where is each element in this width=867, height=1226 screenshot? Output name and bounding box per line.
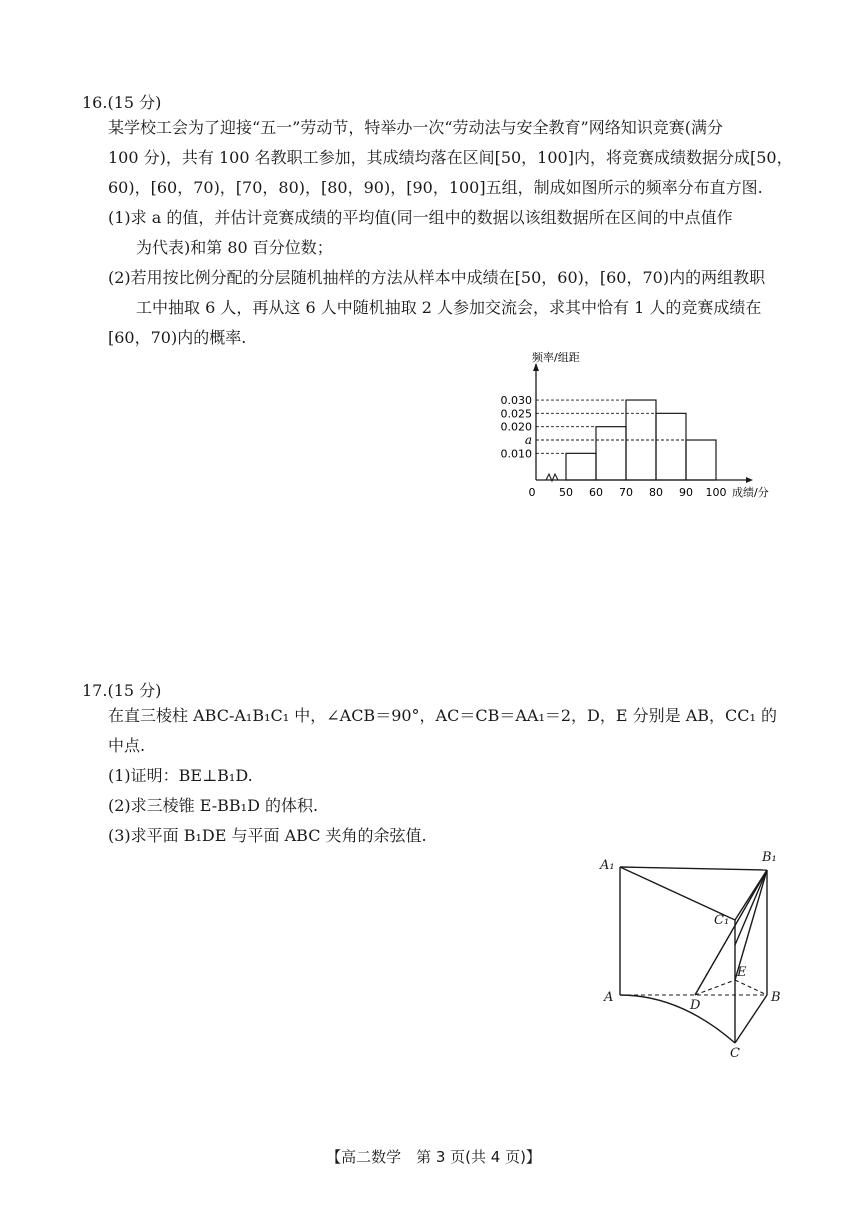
label-d: D bbox=[690, 998, 701, 1013]
x-tick-label: 80 bbox=[649, 486, 663, 499]
frequency-histogram bbox=[490, 350, 770, 510]
hidden-segment-b1-d bbox=[695, 870, 767, 995]
label-a: A bbox=[604, 990, 614, 1005]
histogram-bar bbox=[686, 440, 716, 480]
edge-a1-b1 bbox=[620, 867, 767, 870]
histogram-bar bbox=[656, 413, 686, 480]
y-tick-label: 0.020 bbox=[500, 420, 532, 434]
y-tick-label: a bbox=[524, 433, 532, 448]
x-axis-arrow bbox=[746, 477, 753, 483]
q16-para-line-1: 某学校工会为了迎接“五一”劳动节，特举办一次“劳动法与安全教育”网络知识竞赛(满分 bbox=[108, 118, 723, 137]
hidden-segment-d-e bbox=[695, 980, 735, 995]
x-tick-label: 50 bbox=[559, 486, 573, 499]
q17-part1: (1)证明：BE⊥B₁D. bbox=[108, 766, 253, 785]
label-c1: C₁ bbox=[714, 913, 730, 928]
histogram-bar bbox=[596, 427, 626, 480]
y-tick-label: 0.030 bbox=[500, 394, 532, 408]
histogram-bar bbox=[566, 453, 596, 480]
y-tick-label: 0.025 bbox=[500, 407, 532, 421]
x-tick-label: 70 bbox=[619, 486, 633, 499]
segment-b1-e bbox=[735, 870, 767, 980]
y-axis-label: 频率/组距 bbox=[532, 351, 580, 364]
hidden-segment-e-b bbox=[735, 980, 767, 995]
histogram-axes bbox=[532, 350, 769, 499]
q17-line-2: 中点. bbox=[108, 736, 146, 755]
histogram-ticks bbox=[501, 394, 727, 499]
q16-part1-line-2: 为代表)和第 80 百分位数； bbox=[136, 238, 333, 257]
q17-part3: (3)求平面 B₁DE 与平面 ABC 夹角的余弦值. bbox=[108, 826, 427, 845]
x-tick-label: 90 bbox=[679, 486, 693, 499]
q17-line-1: 在直三棱柱 ABC-A₁B₁C₁ 中，∠ACB＝90°，AC＝CB＝AA₁＝2，D，E 分别是 AB，CC₁ 的 bbox=[108, 706, 778, 725]
q17-number: 17. bbox=[82, 681, 108, 700]
label-c: C bbox=[730, 1046, 740, 1061]
y-tick-label: 0.010 bbox=[500, 447, 532, 461]
q16-number: 16. bbox=[82, 93, 108, 112]
x-axis-label: 成绩/分 bbox=[732, 486, 769, 499]
q17-score: (15 分) bbox=[107, 681, 162, 700]
q16-header bbox=[82, 90, 161, 113]
label-a1: A₁ bbox=[600, 858, 615, 873]
label-b1: B₁ bbox=[762, 850, 777, 865]
page-footer: 【高二数学 第 3 页(共 4 页)】 bbox=[326, 1148, 541, 1166]
q16-part2-line-2: 工中抽取 6 人，再从这 6 人中随机抽取 2 人参加交流会，求其中恰有 1 人的竞赛成绩在 bbox=[136, 298, 762, 317]
x-tick-label: 100 bbox=[705, 486, 727, 499]
label-e: E bbox=[737, 965, 747, 980]
q17-header bbox=[82, 678, 161, 701]
segment-b1-c-diag bbox=[735, 870, 767, 945]
label-b: B bbox=[771, 990, 781, 1005]
edge-a-c bbox=[620, 995, 735, 1043]
q16-para-line-3: 60)，[60，70)，[70，80)，[80，90)，[90，100]五组，制成如图所示的频率分布直方图. bbox=[108, 178, 763, 197]
prism-figure bbox=[590, 845, 800, 1065]
q16-part2-line-3: [60，70)内的概率. bbox=[108, 328, 247, 347]
q16-score: (15 分) bbox=[107, 93, 162, 112]
q16-part1-line-1: (1)求 a 的值，并估计竞赛成绩的平均值(同一组中的数据以该组数据所在区间的中点值作 bbox=[108, 208, 733, 227]
y-axis-arrow bbox=[533, 363, 539, 371]
x-tick-label: 60 bbox=[589, 486, 603, 499]
q16-part2-line-1: (2)若用按比例分配的分层随机抽样的方法从样本中成绩在[50，60)，[60，70)内的两组教职 bbox=[108, 268, 766, 287]
x-tick-label: 0 bbox=[528, 486, 536, 499]
edge-c-b bbox=[735, 995, 767, 1043]
q16-para-line-2: 100 分)，共有 100 名教职工参加，其成绩均落在区间[50，100]内，将竞赛成绩数据分成[50， bbox=[108, 148, 793, 167]
q17-part2: (2)求三棱锥 E-BB₁D 的体积. bbox=[108, 796, 319, 815]
